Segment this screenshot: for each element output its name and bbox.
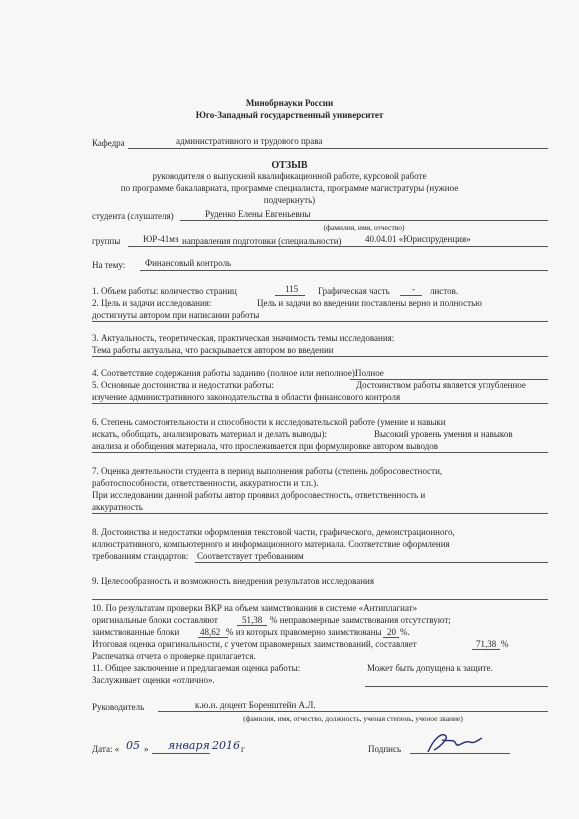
item-7-value-cont: аккуратность [92,502,143,512]
item-11-grade: Заслуживает оценки «отлично». [92,675,215,685]
item-7-label: 7. Оценка деятельности студента в период выполнения работы (степень добросовестности, [92,466,443,476]
item-10-attachment: Распечатка отчета о проверке прилагается. [92,651,256,661]
subtitle-line-3: подчеркнуть) [263,195,316,205]
item-10-borrow-line [198,637,228,638]
student-line [180,220,548,221]
item-10-total-value: 71,38 [476,639,497,649]
item-1-sheets: листов. [430,286,459,296]
item-10-total-suffix: % [501,639,509,649]
subtitle-line-1: руководителя о выпускной квалификационной работе, курсовой работе [152,171,427,181]
item-6-value: Высокий уровень умения и навыков [374,429,513,439]
item-11-value: Может быть допущена к защите. [367,663,493,673]
item-2-label: 2. Цель и задачи исследования: [92,298,212,308]
item-8-label-cont: иллюстративного, компьютерного и информационного материала. Соответствие оформления [92,539,450,549]
date-suffix: г [241,744,245,754]
item-10-orig-value: 51,38 [242,615,263,625]
date-month: января [168,739,210,752]
ministry-header: Минобрнауки России [245,98,334,108]
item-5-line [92,403,548,404]
item-10-borrow-label: заимствованные блоки [92,627,180,637]
item-1-graph-value: - [412,284,415,294]
handwritten-signature [424,730,484,756]
document-title: ОТЗЫВ [271,160,308,171]
supervisor-line [158,711,548,712]
item-8-line [195,562,548,563]
item-5-label: 5. Основные достоинства и недостатки работы: [92,380,274,390]
supervisor-hint: (фамилия, имя, отчество, должность, ученая степень, ученое звание) [243,714,463,723]
item-2-value: Цель и задачи во введении поставлены верно и полностью [257,298,482,308]
group-line [128,246,548,247]
group-value: ЮР-41мз [143,234,179,244]
date-month-line [152,753,210,754]
item-8-value: Соответствует требованиям [197,551,304,561]
direction-label: направления подготовки (специальности) [182,236,342,246]
item-3-label: 3. Актуальность, теоретическая, практическая значимость темы исследования: [92,333,395,343]
item-5-value-cont: изучение административного законодательства в области финансового контроля [92,392,401,402]
date-label: Дата: « [92,744,120,754]
supervisor-label: Руководитель [92,702,145,712]
item-2-value-cont: достигнуты автором при написании работы [92,310,260,320]
item-7-label-cont: работоспособности, ответственности, аккуратности и т.п.). [92,478,319,488]
supervisor-value: к.ю.н. доцент Боренштейн А.Л. [195,700,316,710]
item-6-value-cont: анализа и обобщения материала, что прослеживается при формулировке автором выводов [92,441,439,451]
item-10-legit-label: % из которых правомерно заимствованы [226,627,382,637]
item-10-orig-line [237,625,267,626]
department-value: административного и трудового права [176,136,323,146]
student-hint: (фамилия, имя, отчество) [323,223,405,232]
item-9-label: 9. Целесообразность и возможность внедрения результатов исследования [92,576,374,586]
item-10-borrow-value: 48,62 [200,627,221,637]
department-label: Кафедра [92,138,125,148]
item-8-label-end: требованиям стандартов: [92,551,189,561]
item-7-value: При исследовании данной работы автор проявил добросовестность, ответственность и [92,490,426,500]
item-7-line [92,513,548,514]
signature-label: Подпись [368,744,402,754]
item-4-value: Полное [355,368,384,378]
item-10-label: 10. По результатам проверки ВКР на объем заимствования в системе «Антиплагиат» [92,603,418,613]
item-3-line [92,356,548,357]
item-1-pages: 115 [285,284,299,294]
topic-line [140,270,548,271]
item-1-pages-line [275,295,305,296]
subtitle-line-2: по программе бакалавриата, программе специалиста, программе магистратуры (нужное [120,183,459,193]
group-label: группы [92,236,121,246]
student-label: студента (слушателя) [92,211,174,221]
item-10-legit-value: 20 [387,627,396,637]
item-10-legit-line [383,637,399,638]
item-11-label: 11. Общее заключение и предлагаемая оценка работы: [92,663,301,673]
date-mid: » [144,744,149,754]
item-1-graph-line [400,295,422,296]
item-3-value: Тема работы актуальна, что раскрывается автором во введении [92,345,334,355]
item-10-orig-label: оригинальные блоки составляют [92,615,218,625]
item-6-line [92,452,548,453]
item-10-orig-suffix: % неправомерные заимствования отсутствуют; [270,615,451,625]
item-10-legit-suffix: %. [400,627,410,637]
item-10-total-label: Итоговая оценка оригинальности, с учетом правомерных заимствований, составляет [92,639,417,649]
item-1-graph-label: Графическая часть [318,286,390,296]
item-6-label-cont: искать, обобщать, анализировать материал и делать выводы): [92,429,327,439]
item-9-line [92,599,548,600]
item-11-line [365,686,548,687]
item-8-label: 8. Достоинства и недостатки оформления текстовой части, графического, демонстрационного, [92,527,455,537]
student-name: Руденко Елены Евгеньевны [205,209,311,219]
item-2-line [92,321,548,322]
item-1-label: 1. Объем работы: количество страниц [92,286,237,296]
topic-label: На тему: [92,260,126,270]
topic-value: Финансовый контроль [145,258,232,268]
date-year: 2016 [212,739,240,752]
item-6-label: 6. Степень самостоятельности и способности к исследовательской работе (умение и навыки [92,417,446,427]
date-day: 05 [126,739,140,752]
direction-value: 40.04.01 «Юриспруденция» [365,234,471,244]
item-4-label: 4. Соответствие содержания работы заданию (полное или неполное): [92,368,358,378]
item-5-value: Достоинством работы является углубленное [356,380,526,390]
department-line [128,148,548,149]
university-header: Юго-Западный государственный университет [195,110,384,120]
item-10-total-line [472,649,500,650]
